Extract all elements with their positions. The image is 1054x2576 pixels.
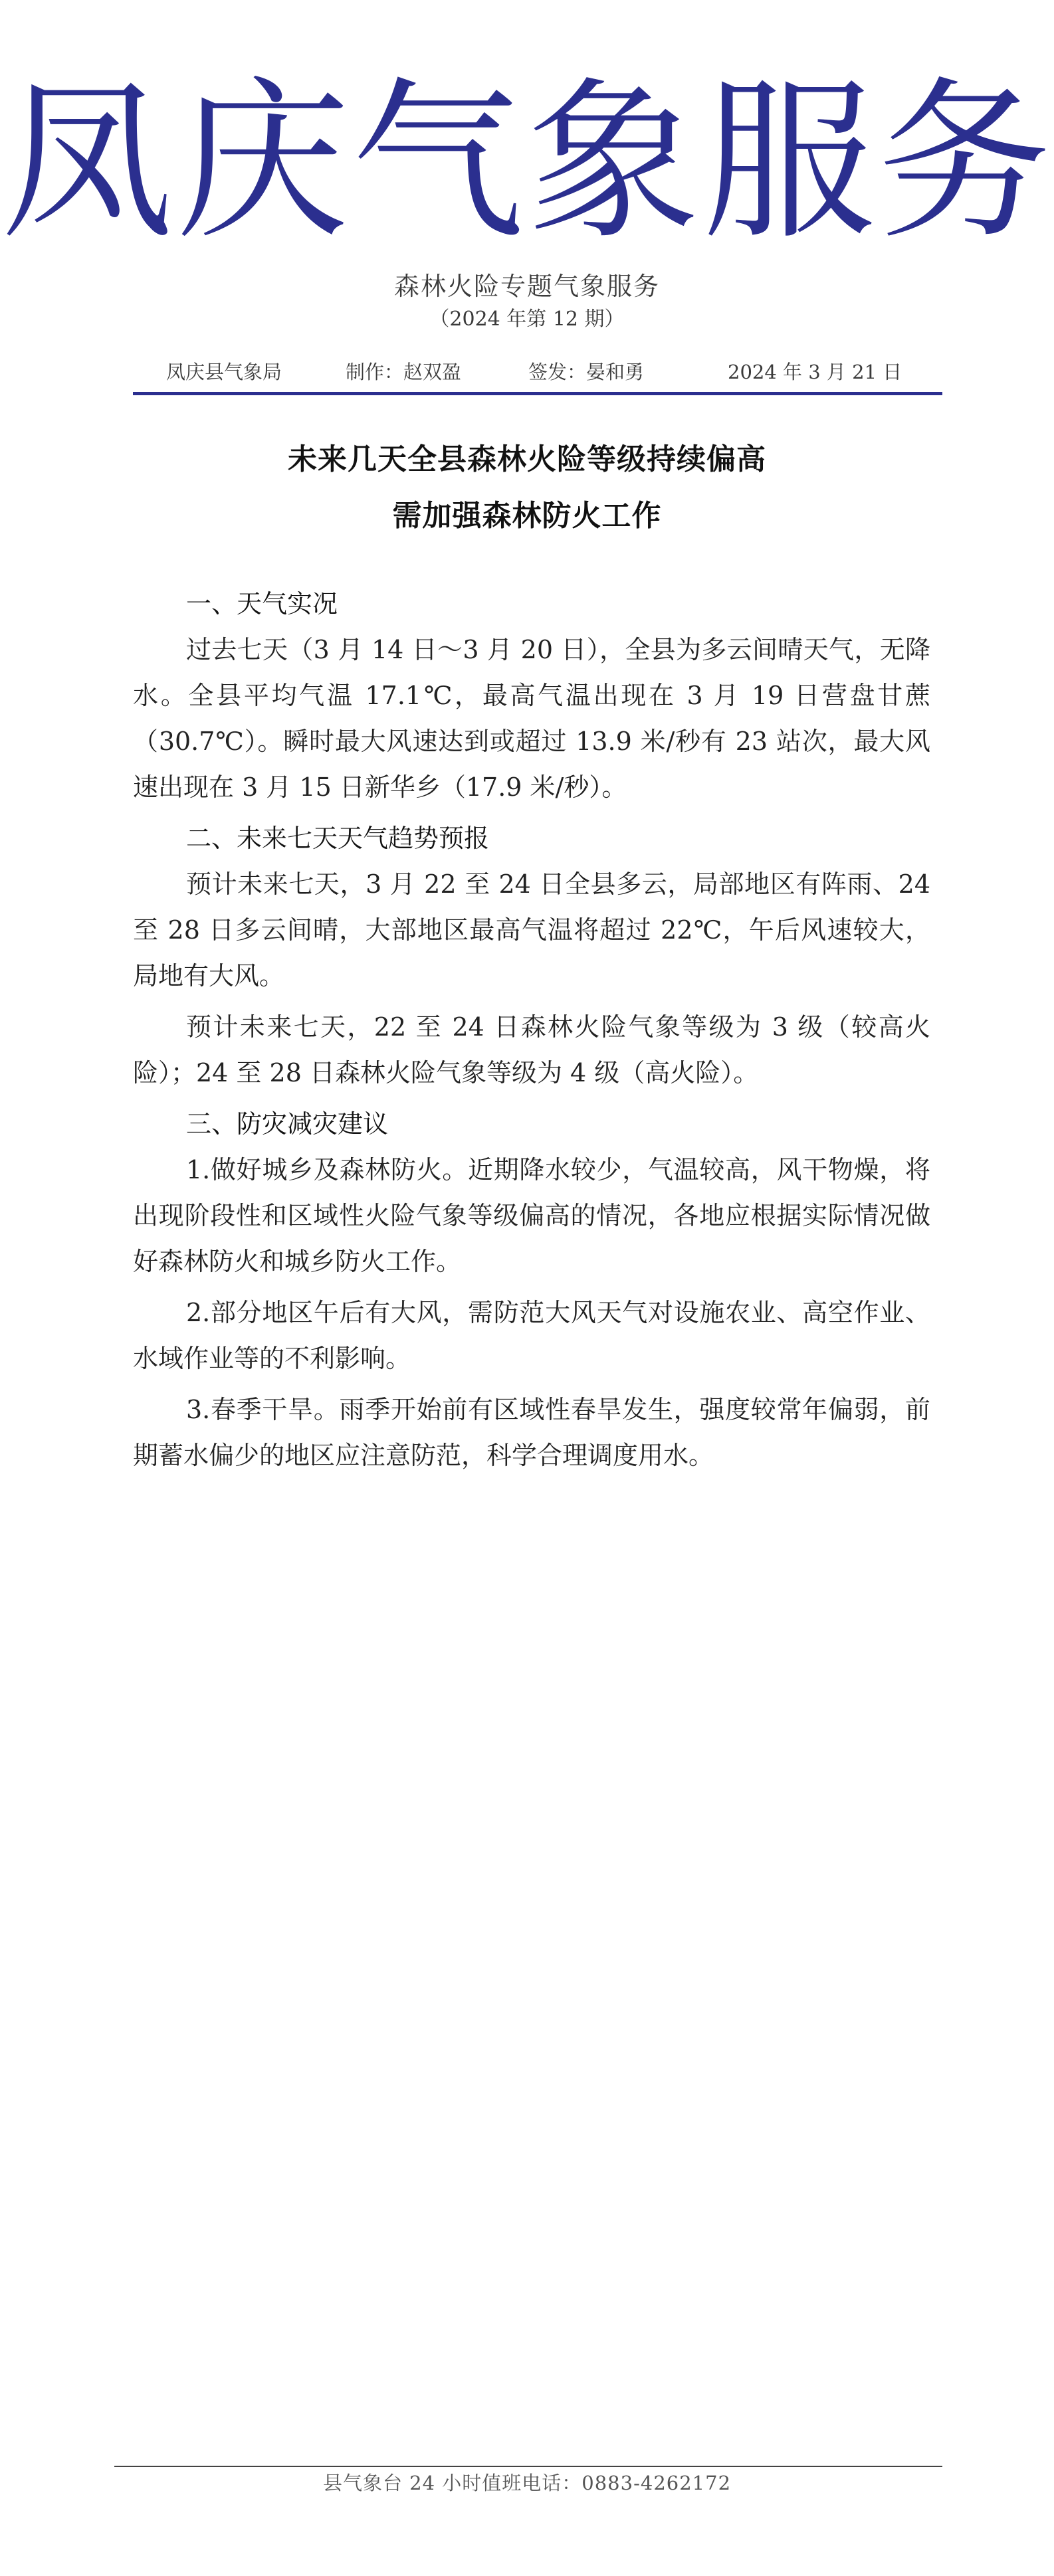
section-weather-observation [133, 581, 930, 810]
section-paragraph: 预计未来七天，22 至 24 日森林火险气象等级为 3 级（较高火险）；24 至 28 日森林火险气象等级为 4 级（高火险）。 [133, 1012, 930, 1087]
section-paragraph: 2.部分地区午后有大风，需防范大风天气对设施农业、高空作业、水域作业等的不利影响。 [133, 1298, 930, 1373]
footer-hotline: 县气象台 24 小时值班电话：0883-4262172 [322, 2472, 732, 2494]
masthead-title: 凤庆气象服务 [1, 62, 1053, 263]
section-heading: 二、未来七天天气趋势预报 [186, 824, 490, 853]
section-paragraph: 3.春季干旱。雨季开始前有区域性春旱发生，强度较常年偏弱，前期蓄水偏少的地区应注意防范，科学合理调度用水。 [133, 1395, 930, 1470]
issue-date: 2024 年 3 月 21 日 [728, 361, 902, 383]
header-divider [133, 392, 942, 395]
section-disaster-advice [133, 1101, 930, 1479]
author: 制作：赵双盈 [346, 361, 462, 383]
issue-number: （2024 年第 12 期） [429, 308, 625, 331]
document-title-line2: 需加强森林防火工作 [392, 499, 662, 533]
issuing-organization: 凤庆县气象局 [166, 361, 282, 383]
section-heading: 三、防灾减灾建议 [186, 1109, 389, 1139]
document-body [133, 581, 930, 1484]
signer: 签发：晏和勇 [528, 361, 645, 383]
section-forecast [133, 816, 930, 1096]
document-title-line1: 未来几天全县森林火险等级持续偏高 [288, 442, 766, 476]
section-paragraph: 1.做好城乡及森林防火。近期降水较少，气温较高，风干物燥，将出现阶段性和区域性火险气象等级偏高的情况，各地应根据实际情况做好森林防火和城乡防火工作。 [133, 1155, 930, 1276]
footer-divider [114, 2466, 942, 2467]
service-subtitle: 森林火险专题气象服务 [393, 272, 660, 301]
section-paragraph: 过去七天（3 月 14 日～3 月 20 日），全县为多云间晴天气，无降水。全县平均气温 17.1℃，最高气温出现在 3 月 19 日营盘甘蔗（30.7℃）。瞬时最大风速达到或超过 13.9 米/秒有 23 站次，最大风速出现在 3 月 15 日新华乡（17.9 米/秒）。 [133, 635, 930, 802]
section-paragraph: 预计未来七天，3 月 22 至 24 日全县多云，局部地区有阵雨、24 至 28 日多云间晴，大部地区最高气温将超过 22℃，午后风速较大，局地有大风。 [133, 870, 930, 990]
section-heading: 一、天气实况 [186, 589, 338, 618]
